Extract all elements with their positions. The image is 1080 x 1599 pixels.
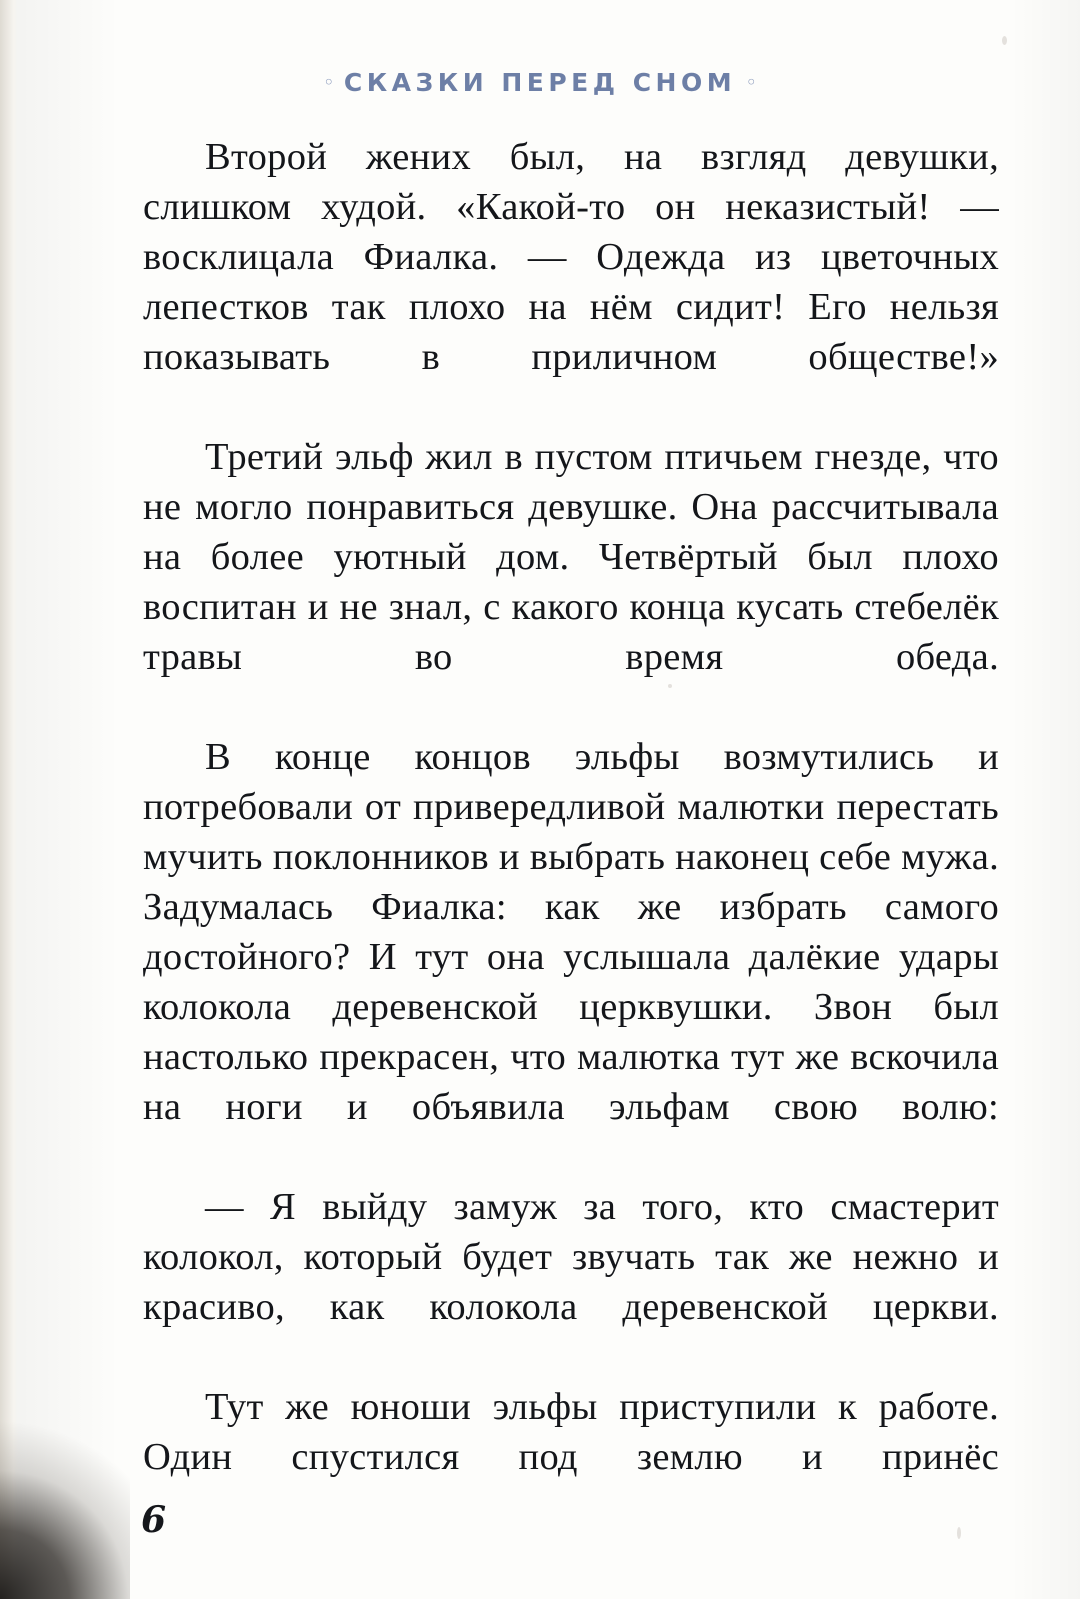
running-head [0,66,1080,97]
paper-speck [957,1527,961,1539]
paper-speck [668,684,672,688]
page-spine-edge [0,0,18,1599]
running-head-text: СКАЗКИ ПЕРЕД СНОМ [343,67,737,97]
page-number: 6 [141,1499,167,1541]
paragraph: Тут же юноши эльфы приступили к работе. Один спустился под землю и принёс [143,1386,999,1478]
paragraph: Третий эльф жил в пустом птичьем гнезде, что не могло понравиться девушке. Она рассчитывала на более уютный дом. Четвёртый был плохо воспитан и не знал, с какого конца кусать стебелёк травы во время обеда. [143,436,999,678]
paragraph: В конце концов эльфы возмутились и потребовали от привередливой малютки перестать мучить поклонников и выбрать наконец себе мужа. Задумалась Фиалка: как же избрать самого достойного? И тут она услышала далёкие удары колокола деревенской церквушки. Звон был настолько прекрасен, что малютка тут же вскочила на ноги и объявила эльфам свою волю: [143,736,1000,1128]
ornament-right-icon: ◦ [746,72,757,92]
paragraph: Второй жених был, на взгляд девушки, слишком худой. «Какой-то он неказистый! — восклицала Фиалка. — Одежда из цветочных лепестков так плохо на нём сидит! Его нельзя показывать в приличном обществе!» [143,136,999,378]
body-text [143,132,999,1532]
paragraph: — Я выйду замуж за того, кто смастерит колокол, который будет звучать так же нежно и красиво, как колокола деревенской церкви. [143,1186,999,1328]
ornament-left-icon: ◦ [323,72,334,92]
page-corner-shadow [0,1389,130,1599]
paper-speck [1002,36,1007,45]
